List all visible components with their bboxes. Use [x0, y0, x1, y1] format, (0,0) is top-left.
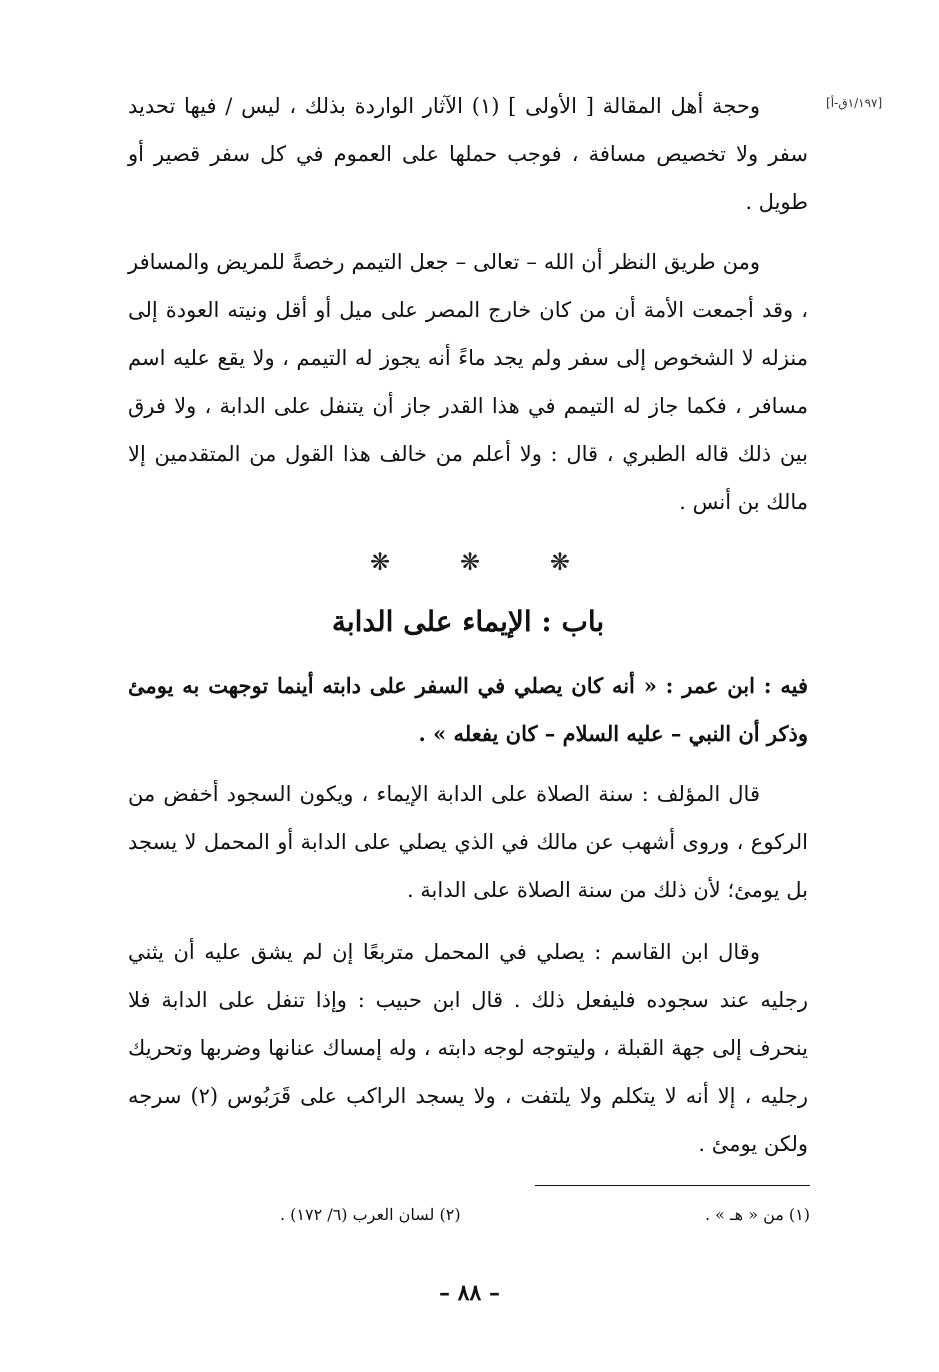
- section-separator: [370, 548, 570, 576]
- page-number: – ٨٨ –: [439, 1280, 500, 1306]
- paragraph-text: وحجة أهل المقالة [ الأولى ] (١) الآثار الواردة بذلك ، ليس / فيها تحديد سفر ولا تخصيص مسافة ، فوجب حملها على العموم في كل سفر قصير أو طويل .: [128, 94, 808, 214]
- paragraph-1: [128, 82, 808, 226]
- star-ornament-icon: ❋: [370, 548, 391, 576]
- paragraph-text: وقال ابن القاسم : يصلي في المحمل متربعًا إن لم يشق عليه أن يثني رجليه عند سجوده فليفعل ذلك . قال ابن حبيب : وإذا تنفل على الدابة فلا ينحرف إلى جهة القبلة ، وليتوجه لوجه دابته ، وله إمساك عنانها وضربها وتحريك رجليه ، إلا أنه لا يتكلم ولا يلتفت ، ولا يسجد الراكب على قَرَبُوس (٢) سرجه ولكن يومئ .: [128, 940, 808, 1156]
- paragraph-3: [128, 770, 808, 914]
- hadith-text: فيه : ابن عمر : « أنه كان يصلي في السفر على دابته أينما توجهت به يومئ وذكر أن النبي – عليه السلام – كان يفعله » .: [128, 673, 808, 746]
- paragraph-4: [128, 928, 808, 1168]
- footnote-2: (٢) لسان العرب (٦/ ١٧٢) .: [280, 1205, 461, 1224]
- hadith-paragraph: [128, 662, 808, 758]
- paragraph-text: قال المؤلف : سنة الصلاة على الدابة الإيماء ، ويكون السجود أخفض من الركوع ، وروى أشهب عن مالك في الذي يصلي على الدابة أو المحمل لا يسجد بل يومئ؛ لأن ذلك من سنة الصلاة على الدابة .: [128, 782, 808, 902]
- paragraph-text: ومن طريق النظر أن الله – تعالى – جعل التيمم رخصةً للمريض والمسافر ، وقد أجمعت الأمة أن من كان خارج المصر على ميل أو أقل ونيته العودة إلى منزله لا الشخوص إلى سفر ولم يجد ماءً أنه يجوز له التيمم ، ولا يقع عليه اسم مسافر ، فكما جاز له التيمم في هذا القدر جاز أن يتنفل على الدابة ، ولا فرق بين ذلك قاله الطبري ، قال : ولا أعلم من خالف هذا القول من المتقدمين إلا مالك بن أنس .: [128, 250, 808, 514]
- footnotes: [280, 1205, 810, 1224]
- footnote-1: (١) من « هـ » .: [704, 1205, 810, 1224]
- footnote-divider: [535, 1185, 810, 1186]
- chapter-heading: باب : الإيماء على الدابة: [331, 605, 605, 638]
- star-ornament-icon: ❋: [459, 548, 481, 576]
- star-ornament-icon: ❋: [549, 548, 570, 576]
- paragraph-2: [128, 238, 808, 526]
- manuscript-margin-reference: [١/١٩٧ق-أ]: [826, 96, 883, 110]
